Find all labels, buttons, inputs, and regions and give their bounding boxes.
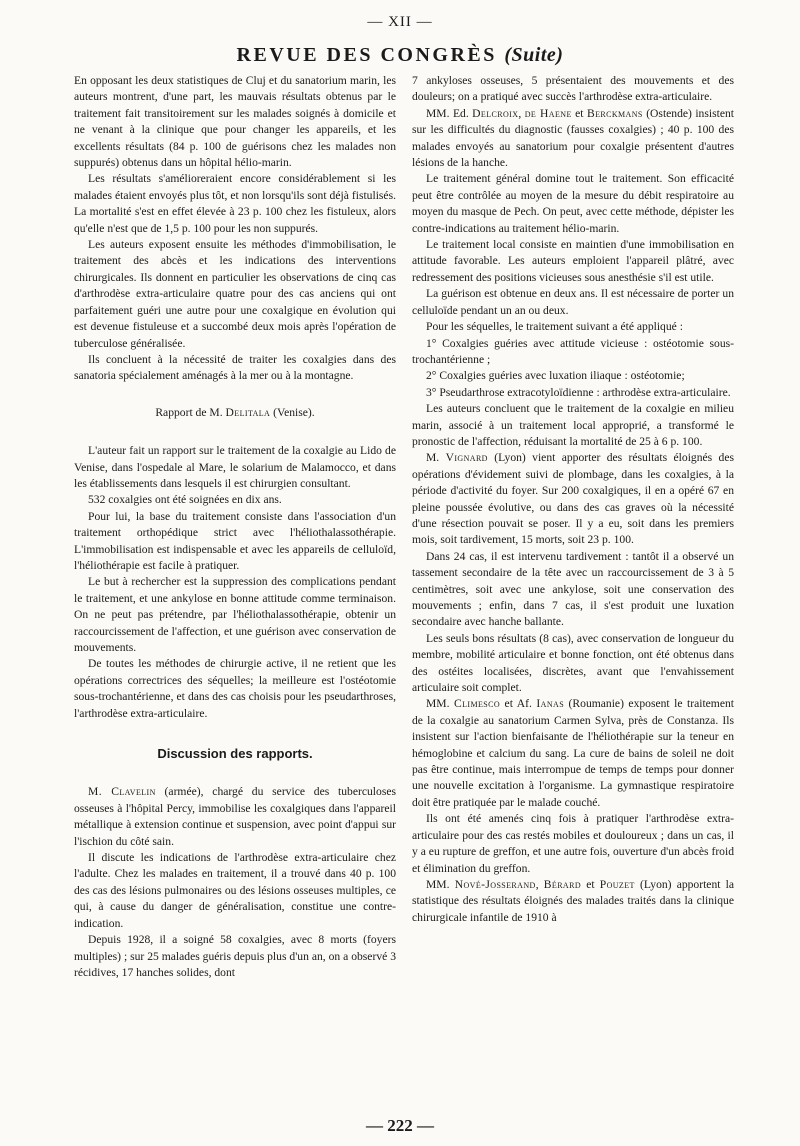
paragraph: La guérison est obtenue en deux ans. Il est nécessaire de porter un celluloïde pendant un an ou deux. [412,287,734,317]
paragraph: Il discute les indications de l'arthrodèse extra-articulaire chez l'adulte. Chez les malades en traitement, il a trouvé dans 40 p. 100 des cas des lésions pulmonaires ou des lésions osseuses multiples, ce qui, à cause du danger de généralisation, constitue une contre-indication. [74,851,396,930]
paragraph-text: et [571,106,587,120]
paragraph: Les résultats s'amélioreraient encore considérablement si les malades étaient envoyés plus tôt, et non lorsqu'ils sont déjà fistulisés. La mortalité s'est en effet élevée à 23 p. 100 chez les fistuleux, alors qu'elle n'est que de 1,5 p. 100 pour les non suppurés. [74,172,396,235]
paragraph: Pour les séquelles, le traitement suivant a été appliqué : [426,320,683,334]
paragraph: Le traitement général domine tout le traitement. Son efficacité peut être contrôlée au moyen de la mesure du débit respiratoire au moyen du masque de Pech. On peut, avec cette méthode, dépister les contre-indications au traitement hélio-marin. [412,172,734,235]
paragraph-text: (armée), chargé du service des tuberculoses osseuses à l'hôpital Percy, immobilise les coxalgiques dans l'appareil métallique à extension continue et suspension, avec point d'appui sur l'ischion du côté sain. [74,785,396,848]
author-name: Vignard [445,451,488,465]
report-heading-place: (Venise). [273,405,315,419]
paragraph: En opposant les deux statistiques de Cluj et du sanatorium marin, les auteurs montrent, d'une part, les mauvais résultats obtenus par le traitement fait transitoirement sur les malades soignés à domicile et ne venant à la clinique que pour changer les appareils, et les excellents résultats (84 p. 100 de guérisons chez les malades non suppurés) obtenus dans un hôpital hélio-marin. [74,74,396,170]
paragraph: Les seuls bons résultats (8 cas), avec conservation de longueur du membre, mobilité articulaire et bonne fonction, ont été obtenus dans des ostéites localisées, discrètes, avant que l'envahissement articulaire soit complet. [412,631,734,695]
discussion-heading: Discussion des rapports. [157,746,313,762]
paragraph-text: MM. [426,877,455,891]
paragraph: L'auteur fait un rapport sur le traitement de la coxalgie au Lido de Venise, dans l'ospedale al Mare, le solarium de Malamocco, et dans les établissements dans lesquels il est chirurgien consultant. [74,444,396,490]
paragraph [74,784,396,850]
paragraph-text: (Lyon) vient apporter des résultats éloignés des opérations d'évidement suivi de plombage, dans les coxalgies, à la période d'activité du foyer. Sur 200 coxalgiques, il en a opéré 67 en pleine poussée évolutive, ou dans des cas graves où la nécessité d'une résection pouvait se poser. Il y a eu, soit dans les premiers mois, soit tardivement, 15 morts, soit 23 p. 100. [412,451,734,547]
paragraph: Dans 24 cas, il est intervenu tardivement : tantôt il a observé un tassement secondaire de la tête avec un raccourcissement de 3 à 5 centimètres, soit avec une ankylose, soit une conservation des mouvements ; enfin, dans 7 cas, il s'est produit une luxation secondaire avec hanche ballante. [412,549,734,629]
paragraph: Depuis 1928, il a soigné 58 coxalgies, avec 8 morts (foyers multiples) ; sur 25 malades guéris depuis plus d'un an, on a observé 3 récidives, 17 hanches solides, dont [74,933,396,979]
paragraph: De toutes les méthodes de chirurgie active, il ne retient que les opérations correctrices des séquelles; la meilleure est l'ostéotomie sous-trochantérienne, et dans des cas choisis pour les pseudarthroses, l'arthrodèse extra-articulaire. [74,657,396,720]
paragraph-text: et [581,877,600,891]
paragraph: 7 ankyloses osseuses, 5 présentaient des mouvements et des douleurs; on a pratiqué avec succès l'arthrodèse extra-articulaire. [412,74,734,104]
title-suite: (Suite) [504,44,564,66]
paragraph: 2° Coxalgies guéries avec luxation iliaque : ostéotomie; [426,369,685,383]
paragraph [412,450,734,548]
paragraph-text: M. [426,451,446,465]
author-name: Delcroix [472,106,519,120]
paragraph [412,877,734,926]
report-heading [74,405,396,421]
paragraph: Ils concluent à la nécessité de traiter les coxalgies dans des sanatoria spécialement aménagés à la mer ou à la montagne. [74,352,396,383]
author-name: Berckmans [586,106,643,120]
paragraph: 1° Coxalgies guéries avec attitude vicieuse : ostéotomie sous-trochantérienne ; [412,336,734,366]
paragraph: Le traitement local consiste en maintien d'une immobilisation en attitude favorable. Les auteurs emploient l'appareil plâtré, avec redressement des positions vicieuses sous anesthésie s'il est utile. [412,238,734,284]
paragraph: Ils ont été amenés cinq fois à pratiquer l'arthrodèse extra-articulaire pour des cas restés mobiles et douloureux ; dans un cas, il y a eu rupture de greffon, et une autre fois, ouverture d'un abcès froid et élimination du greffon. [412,812,734,875]
author-name: de Haene [524,106,572,120]
paragraph-text: , [535,877,544,891]
author-name: Ianas [536,697,565,711]
page-number: — 222 — [366,1116,434,1135]
paragraph-text: , [518,106,525,120]
paragraph-text: (Roumanie) exposent le traitement de la coxalgie au sanatorium Carmen Sylva, près de Constanza. Ils insistent sur l'action bienfaisante de l'héliothérapie sur la teneur en hémoglobine et calcium du sang. La cure de bains de soleil ne doit pas être continue, mais interrompue de temps de temps pour donner une nouvelle excitation à l'organisme. La gymnastique respiratoire doit être pratiquée par le malade couché. [412,697,734,809]
left-column [74,73,396,981]
paragraph: Le but à rechercher est la suppression des complications pendant le traitement, et une ankylose en bonne attitude comme terminaison. On ne peut pas prétendre, par l'héliothalassothérapie, obtenir un raccourcissement de l'affection, et une guérison avec conservation de mouvements. [74,575,396,654]
paragraph-text: (Lyon) apportent la statistique des résultats éloignés des malades traités dans la clinique chirurgicale infantile de 1910 à [412,877,735,924]
author-name: Climesco [454,697,501,711]
report-heading-name: Delitala [225,405,271,419]
paragraph: 532 coxalgies ont été soignées en dix ans. [88,493,282,507]
paragraph: Les auteurs concluent que le traitement de la coxalgie en milieu marin, associé à un traitement local approprié, a transformé le pronostic de l'affection, réduisant la mortalité de 25 à 6 p. 100. [412,402,734,448]
paragraph-text: (Ostende) insistent sur les difficultés du diagnostic (fausses coxalgies) ; 40 p. 100 des malades envoyés au sanatorium pour coxalgie présentent d'autres lésions de la hanche. [412,106,734,170]
paragraph-text: MM. [426,697,455,711]
author-name: M. Clavelin [88,785,156,799]
page-title [0,44,800,67]
report-heading-prefix: Rapport de M. [155,405,223,419]
author-name: Nové-Josserand [454,877,536,891]
paragraph: Pour lui, la base du traitement consiste dans l'association d'un traitement orthopédique strict avec l'héliothalassothérapie. L'immobilisation est indispensable et avec les appareils de celluloïd, l'héliothérapie est facile à pratiquer. [74,509,396,572]
paragraph [412,106,734,172]
roman-page-number: — XII — [367,14,433,30]
title-main: REVUE DES CONGRÈS [236,44,497,66]
author-name: Pouzet [599,877,635,891]
paragraph-text: MM. Ed. [426,106,473,120]
author-name: Bérard [543,877,582,891]
paragraph: 3° Pseudarthrose extracotyloïdienne : arthrodèse extra-articulaire. [426,385,731,399]
paragraph-text: et Af. [500,697,537,711]
paragraph [412,696,734,811]
right-column [412,73,734,926]
paragraph: Les auteurs exposent ensuite les méthodes d'immobilisation, le traitement des abcès et les indications des interventions chirurgicales. Ils donnent en particulier les observations de cinq cas d'arthrodèse extra-articulaire quatre pour des cas anciens qui ont parfaitement guéri une autre pour une coxalgique en évolution qui est devenue fistuleuse et a succombé deux mois après l'opération de tuberculose généralisée. [74,238,396,350]
